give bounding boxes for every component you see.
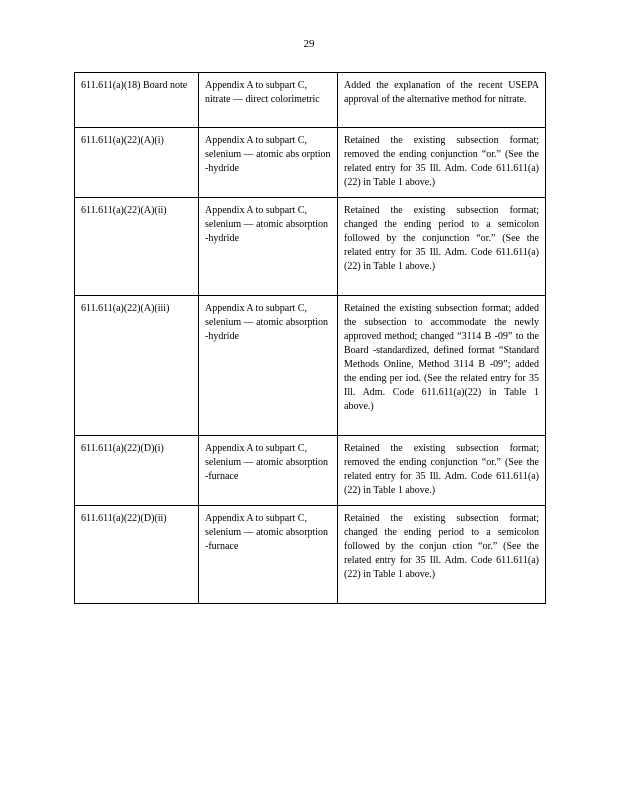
action-cell: Retained the existing subsection format; changed the ending period to a semicolon followed by the conjunction “or.” (See the related entry for 35 Ill. Adm. Code 611.611(a)(22) in Table 1 above.) (338, 198, 546, 296)
table-row (75, 506, 546, 604)
table-row (75, 128, 546, 198)
action-cell: Retained the existing subsection format; removed the ending conjunction “or.” (See the related entry for 35 Ill. Adm. Code 611.611(a)(22) in Table 1 above.) (338, 128, 546, 198)
page-number: 29 (303, 38, 315, 50)
section-cell: 611.611(a)(22)(D)(ii) (75, 506, 199, 604)
source-cell: Appendix A to subpart C, selenium — atomic absorption -hydride (199, 198, 338, 296)
source-cell: Appendix A to subpart C, selenium — atomic absorption -hydride (199, 296, 338, 436)
section-by-section-table (74, 72, 546, 604)
section-cell: 611.611(a)(22)(A)(i) (75, 128, 199, 198)
action-cell: Retained the existing subsection format; added the subsection to accommodate the newly approved method; changed “3114 B -09” to the Board -standardized, defined format “Standard Methods Online, Method 3114 B -09”; added the ending per iod. (See the related entry for 35 Ill. Adm. Code 611.611(a)(22) in Table 1 above.) (338, 296, 546, 436)
action-cell: Added the explanation of the recent USEPA approval of the alternative method for nitrate. (338, 73, 546, 128)
action-cell: Retained the existing subsection format; removed the ending conjunction “or.” (See the related entry for 35 Ill. Adm. Code 611.611(a)(22) in Table 1 above.) (338, 436, 546, 506)
table-row (75, 436, 546, 506)
section-cell: 611.611(a)(22)(A)(iii) (75, 296, 199, 436)
table-row (75, 296, 546, 436)
section-cell: 611.611(a)(22)(D)(i) (75, 436, 199, 506)
source-cell: Appendix A to subpart C, nitrate — direct colorimetric (199, 73, 338, 128)
source-cell: Appendix A to subpart C, selenium — atomic absorption -furnace (199, 506, 338, 604)
source-cell: Appendix A to subpart C, selenium — atomic absorption -furnace (199, 436, 338, 506)
action-cell: Retained the existing subsection format; changed the ending period to a semicolon followed by the conjun ction “or.” (See the related entry for 35 Ill. Adm. Code 611.611(a)(22) in Table 1 above.) (338, 506, 546, 604)
table-row (75, 73, 546, 128)
section-cell: 611.611(a)(22)(A)(ii) (75, 198, 199, 296)
table-row (75, 198, 546, 296)
section-cell: 611.611(a)(18) Board note (75, 73, 199, 128)
source-cell: Appendix A to subpart C, selenium — atomic abs orption -hydride (199, 128, 338, 198)
